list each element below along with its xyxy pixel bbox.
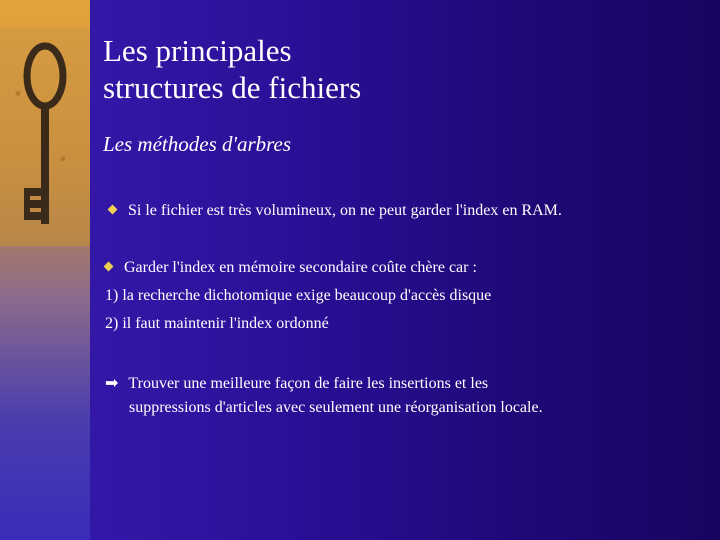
conclusion-line-2: suppressions d'articles avec seulement une réorganisation locale.	[129, 399, 543, 416]
key-image	[0, 28, 90, 246]
bullet-2-line-2: 1) la recherche dichotomique exige beaucoup d'accès disque	[105, 287, 492, 304]
slide-subtitle: Les méthodes d'arbres	[103, 132, 292, 156]
title-line-2: structures de fichiers	[103, 70, 362, 105]
bullet-1-text: Si le fichier est très volumineux, on ne peut garder l'index en RAM.	[128, 202, 562, 219]
bullet-item-2	[105, 259, 477, 277]
slide-title	[103, 32, 663, 106]
bullet-2-line-1: Garder l'index en mémoire secondaire coûte chère car :	[124, 259, 477, 276]
bullet-2-line-3: 2) il faut maintenir l'index ordonné	[105, 315, 329, 332]
title-line-1: Les principales	[103, 33, 292, 68]
diamond-bullet-icon	[108, 205, 118, 215]
conclusion-line-1	[105, 373, 488, 393]
conclusion-text-1: Trouver une meilleure façon de faire les insertions et les	[128, 375, 489, 392]
bullet-item-1	[109, 202, 562, 220]
diamond-bullet-icon	[104, 262, 114, 272]
right-arrow-icon: ➡	[105, 375, 119, 392]
